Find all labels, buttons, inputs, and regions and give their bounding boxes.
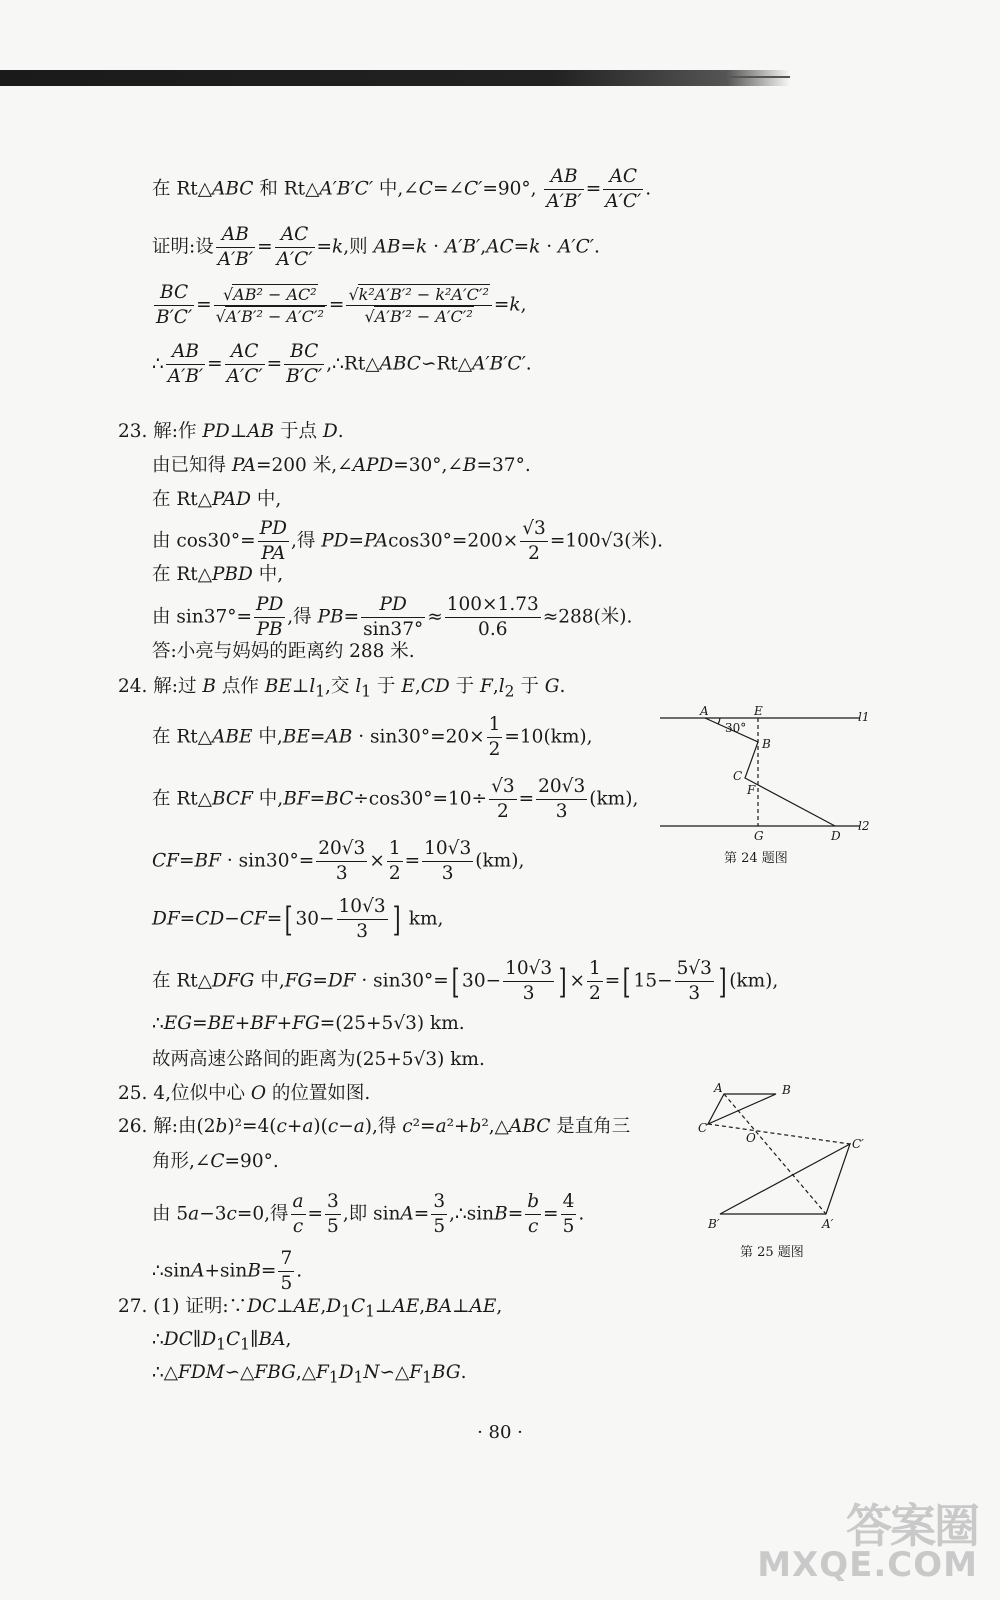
line-aa1 [724,1094,826,1214]
triangle-abc [708,1094,776,1124]
figure-24-caption: 第 24 题图 [724,851,788,866]
q24-line-6: 在 Rt△DFG 中,FG=DF · sin30°=[ 30− $\frac{10√3}{3}$ ] × $\frac{1}{2}$ =[ 15− $\frac{5√3}{3}$ ] (km), [152,958,779,1004]
triangle-a1b1c1 [720,1144,850,1214]
intro-line-3: $\frac{BC}{B'C'}$ = $\frac{\text{√AB² − AC²}}{\text{√A′B′² − A′C′²}}$ = $\frac{\text{√k²A′B′² − k²A′C′²}}{\text{√A′B′² − A′C′²}}$ =k, [156,282,527,328]
q26-line-1: 26. 解:由(2b)²=4(c+a)(c−a),得 c²=a²+b²,△ABC 是直角三 [118,1116,631,1137]
q23-line-3: 在 Rt△PAD 中, [152,489,282,510]
q23-line-6: 由 sin37°= $\frac{PD}{PB}$ ,得 PB= $\frac{PD}{\sin 37^\circ}$ ≈ $\frac{100\times 1.73}{0.6}$ ≈288(米). [152,594,633,640]
intro-line-4: ∴ $\frac{AB}{A'B'}$ = $\frac{AC}{A'C'}$ = $\frac{BC}{B'C'}$ ,∴Rt△ABC∽Rt△A′B′C′. [152,341,532,387]
top-decorative-bar [0,70,790,86]
label-o: O [746,1131,756,1145]
q27-line-1: 27. (1) 证明$:\because DC\perp AE,D_1C_1\perp AE,BA\perp AE$, [118,1296,503,1321]
intro-line-2: 证明:设 $\frac{AB}{A'B'}$ = $\frac{AC}{A'C'}$ =k,则 AB=k · A′B′,AC=k · A′C′. [152,224,600,270]
q25-line-1: 25. 4,位似中心 O 的位置如图. [118,1083,371,1104]
q26-line-2: 角形,∠C=90°. [152,1151,279,1172]
figure-24 [660,702,880,852]
q27-line-3: $\therefore\triangle FDM∽\triangle FBG,\triangle F_1D_1N∽\triangle F_1BG$. [152,1362,467,1387]
q23-answer: 答:小亮与妈妈的距离约 288 米. [152,641,415,662]
fraction: $\frac{AB}{A'B'}$ [546,166,582,212]
q24-line-7: ∴EG=BE+BF+FG=(25+5√3) km. [152,1013,465,1034]
q24-line-2: 在 Rt△ABE 中,BE=AB · sin30°=20× $\frac{1}{2}$ =10(km), [152,714,593,760]
label-c: C [733,769,743,783]
q26-line-4: ∴sinA+sinB= $\frac{7}{5}$ . [152,1248,303,1294]
label-angle: 30° [725,721,747,735]
q24-line-4: CF=BF · sin30°= $\frac{20√3}{3}$ × $\frac{1}{2}$ = $\frac{10√3}{3}$ (km), [152,838,525,884]
q23-line-4: 由 cos30°= $\frac{PD}{PA}$ ,得 PD=PAcos30°=200× $\frac{√3}{2}$ =100√3(米). [152,518,664,564]
label-c: C [698,1121,708,1135]
q26-line-3: 由 5a−3c=0,得 $\frac{a}{c}$ = $\frac{3}{5}$ ,即 sinA= $\frac{3}{5}$ ,∴sinB= $\frac{b}{c}$ = $\frac{4}{5}$ . [152,1191,585,1237]
figure-25-caption: 第 25 题图 [740,1245,804,1260]
label-e: E [754,704,763,718]
label-f: F [747,783,756,797]
q23-line-2: 由已知得 PA=200 米,∠APD=30°,∠B=37°. [152,455,531,476]
watermark-logo: 答案圈 [846,1499,978,1553]
q24-line-8: 故两高速公路间的距离为(25+5√3) km. [152,1049,485,1070]
label-l1: l1 [858,710,870,724]
label-b: B [782,1083,791,1097]
label-a: A [714,1081,723,1095]
q23-line-1: 23. 解:作 PD⊥AB 于点 D. [118,421,344,442]
label-b1: B′ [708,1217,720,1230]
label-d: D [831,829,841,843]
label-g: G [754,829,764,843]
angle-arc [718,718,720,724]
intro-line-1: 在 Rt△ABC 和 Rt△A′B′C′ 中,∠C=∠C′=90°, $\frac{AB}{A'B'}$ = $\frac{AC}{A'C'}$ . [152,166,652,212]
q27-line-2: $\therefore DC\parallel D_1C_1\parallel BA$, [152,1329,292,1354]
label-l2: l2 [858,819,870,833]
label-a: A [700,704,709,718]
page-number: · 80 · [477,1422,523,1443]
label-b: B [762,737,771,751]
label-c1: C′ [852,1137,864,1151]
q24-line-1: 24. 解:过 B 点作 $BE\perp l_1$,交 $l_1$ 于 E,CD 于 $F,l_2$ 于 G. [118,676,566,701]
line-cc1 [708,1124,850,1144]
watermark-url: MXQE.COM [757,1545,978,1585]
q24-line-5: DF=CD−CF=[ 30− $\frac{10√3}{3}$ ] km, [152,896,444,942]
label-a1: A′ [822,1217,834,1230]
q23-line-5: 在 Rt△PBD 中, [152,564,284,585]
fraction: $\frac{AC}{A'C'}$ [605,166,642,212]
q24-line-3: 在 Rt△BCF 中,BF=BC÷cos30°=10÷ $\frac{√3}{2}$ = $\frac{20√3}{3}$ (km), [152,776,639,822]
figure-25 [690,1080,890,1230]
